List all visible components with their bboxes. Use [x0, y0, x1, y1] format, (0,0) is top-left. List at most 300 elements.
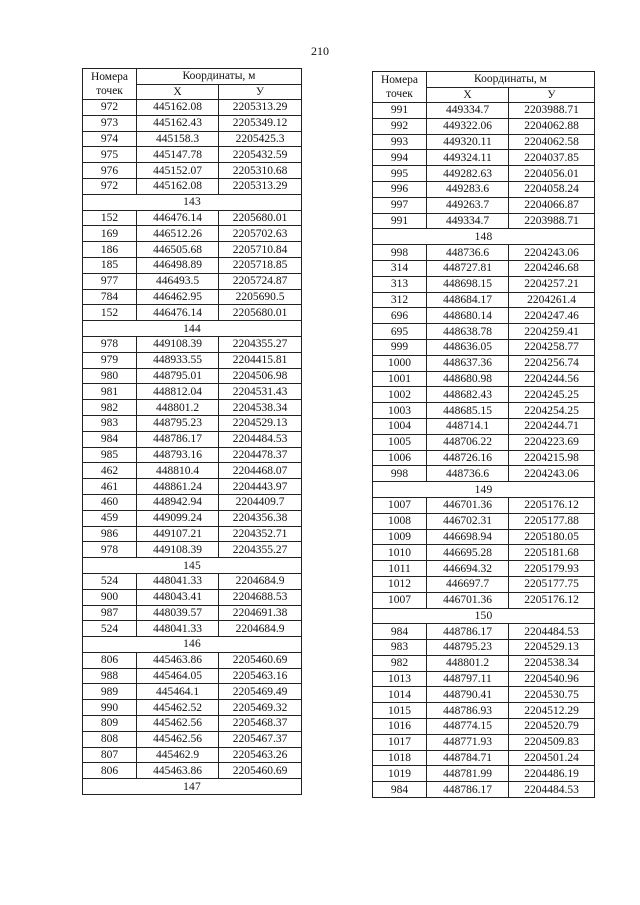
- group-number: 147: [83, 779, 302, 795]
- table-row: [83, 210, 302, 226]
- point-number-cell: 152: [83, 210, 137, 226]
- y-coordinate-cell: 2204352.71: [219, 526, 302, 542]
- table-row: [373, 245, 595, 261]
- y-coordinate-cell: 2205690.5: [219, 289, 302, 305]
- table-row: [83, 273, 302, 289]
- table-row: [373, 308, 595, 324]
- x-coordinate-cell: 449322.06: [427, 118, 509, 134]
- table-row: [83, 731, 302, 747]
- point-number-cell: 152: [83, 305, 137, 321]
- point-number-cell: 996: [373, 181, 427, 197]
- y-coordinate-cell: 2204355.27: [219, 336, 302, 352]
- point-number-cell: 1016: [373, 719, 427, 735]
- x-coordinate-cell: 448801.2: [427, 655, 509, 671]
- table-row: [373, 592, 595, 608]
- group-number: 149: [373, 482, 595, 498]
- coordinates-table-right: [372, 71, 595, 798]
- point-number-cell: 900: [83, 589, 137, 605]
- x-coordinate-cell: 448784.71: [427, 750, 509, 766]
- y-coordinate-cell: 2204691.38: [219, 605, 302, 621]
- table-row: [373, 166, 595, 182]
- x-coordinate-cell: 448638.78: [427, 324, 509, 340]
- y-coordinate-cell: 2204530.75: [509, 687, 595, 703]
- point-number-cell: 1011: [373, 561, 427, 577]
- x-coordinate-cell: 446698.94: [427, 529, 509, 545]
- y-coordinate-cell: 2204531.43: [219, 384, 302, 400]
- x-coordinate-cell: 448786.93: [427, 703, 509, 719]
- table-row: [83, 526, 302, 542]
- table-row: [373, 134, 595, 150]
- y-coordinate-cell: 2205432.59: [219, 147, 302, 163]
- page-number: 210: [311, 44, 329, 58]
- x-coordinate-cell: 445463.86: [137, 763, 219, 779]
- point-number-cell: 988: [83, 668, 137, 684]
- point-number-cell: 1010: [373, 545, 427, 561]
- y-coordinate-cell: 2204484.53: [219, 431, 302, 447]
- x-coordinate-cell: 448801.2: [137, 400, 219, 416]
- y-coordinate-cell: 2204486.19: [509, 766, 595, 782]
- y-coordinate-cell: 2205680.01: [219, 305, 302, 321]
- y-coordinate-cell: 2204037.85: [509, 150, 595, 166]
- y-coordinate-cell: 2204261.4: [509, 292, 595, 308]
- x-coordinate-cell: 449107.21: [137, 526, 219, 542]
- group-header-row: [373, 482, 595, 498]
- table-row: [83, 747, 302, 763]
- x-coordinate-cell: 448795.23: [137, 415, 219, 431]
- point-number-cell: 984: [83, 431, 137, 447]
- x-coordinate-cell: 445147.78: [137, 147, 219, 163]
- y-coordinate-cell: 2205702.63: [219, 226, 302, 242]
- table-row: [373, 355, 595, 371]
- table-row: [373, 276, 595, 292]
- table-row: [373, 371, 595, 387]
- table-row: [83, 147, 302, 163]
- y-coordinate-cell: 2205710.84: [219, 242, 302, 258]
- point-number-cell: 998: [373, 466, 427, 482]
- y-coordinate-cell: 2204409.7: [219, 494, 302, 510]
- table-row: [373, 434, 595, 450]
- point-number-cell: 997: [373, 197, 427, 213]
- point-number-cell: 986: [83, 526, 137, 542]
- point-number-cell: 1019: [373, 766, 427, 782]
- y-coordinate-cell: 2204062.88: [509, 118, 595, 134]
- table-row: [373, 450, 595, 466]
- point-number-cell: 975: [83, 147, 137, 163]
- y-coordinate-cell: 2204684.9: [219, 573, 302, 589]
- y-coordinate-cell: 2205177.75: [509, 576, 595, 592]
- y-coordinate-cell: 2205176.12: [509, 497, 595, 513]
- x-coordinate-cell: 448727.81: [427, 260, 509, 276]
- point-number-cell: 1014: [373, 687, 427, 703]
- x-coordinate-cell: 448043.41: [137, 589, 219, 605]
- group-header-row: [83, 637, 302, 653]
- y-coordinate-cell: 2204215.98: [509, 450, 595, 466]
- y-coordinate-cell: 2205177.88: [509, 513, 595, 529]
- point-number-cell: 1012: [373, 576, 427, 592]
- y-coordinate-cell: 2205463.26: [219, 747, 302, 763]
- group-number: 143: [83, 194, 302, 210]
- y-coordinate-cell: 2205310.68: [219, 163, 302, 179]
- table-row: [83, 431, 302, 447]
- table-row: [83, 415, 302, 431]
- point-number-cell: 186: [83, 242, 137, 258]
- table-row: [83, 510, 302, 526]
- table-row: [83, 368, 302, 384]
- x-coordinate-cell: 448774.15: [427, 719, 509, 735]
- x-coordinate-cell: 448041.33: [137, 621, 219, 637]
- table-row: [83, 305, 302, 321]
- y-coordinate-cell: 2204244.56: [509, 371, 595, 387]
- point-number-cell: 459: [83, 510, 137, 526]
- y-coordinate-cell: 2205468.37: [219, 716, 302, 732]
- point-number-cell: 809: [83, 716, 137, 732]
- table-row: [83, 763, 302, 779]
- point-number-cell: 1015: [373, 703, 427, 719]
- y-coordinate-cell: 2204478.37: [219, 447, 302, 463]
- point-number-cell: 983: [373, 640, 427, 656]
- point-number-cell: 985: [83, 447, 137, 463]
- x-coordinate-cell: 449320.11: [427, 134, 509, 150]
- table-row: [373, 703, 595, 719]
- y-coordinate-cell: 2204256.74: [509, 355, 595, 371]
- x-coordinate-cell: 446493.5: [137, 273, 219, 289]
- x-coordinate-cell: 448682.43: [427, 387, 509, 403]
- x-coordinate-cell: 445462.9: [137, 747, 219, 763]
- table-row: [83, 447, 302, 463]
- x-coordinate-cell: 449108.39: [137, 336, 219, 352]
- table-row: [373, 624, 595, 640]
- table-row: [83, 605, 302, 621]
- x-coordinate-cell: 448790.41: [427, 687, 509, 703]
- point-number-cell: 980: [83, 368, 137, 384]
- x-coordinate-cell: 449324.11: [427, 150, 509, 166]
- table-row: [373, 181, 595, 197]
- x-coordinate-cell: 445463.86: [137, 652, 219, 668]
- point-number-cell: 1001: [373, 371, 427, 387]
- table-row: [83, 352, 302, 368]
- point-number-cell: 991: [373, 103, 427, 119]
- x-coordinate-cell: 448933.55: [137, 352, 219, 368]
- point-number-cell: 992: [373, 118, 427, 134]
- point-number-cell: 1018: [373, 750, 427, 766]
- table-row: [373, 260, 595, 276]
- table-row: [83, 700, 302, 716]
- point-number-cell: 978: [83, 336, 137, 352]
- y-coordinate-cell: 2204506.98: [219, 368, 302, 384]
- group-number: 146: [83, 637, 302, 653]
- point-number-cell: 995: [373, 166, 427, 182]
- point-number-cell: 979: [83, 352, 137, 368]
- group-header-row: [83, 779, 302, 795]
- point-number-cell: 1003: [373, 403, 427, 419]
- y-coordinate-cell: 2204058.24: [509, 181, 595, 197]
- table-row: [373, 766, 595, 782]
- table-row: [373, 324, 595, 340]
- point-number-cell: 1013: [373, 671, 427, 687]
- x-coordinate-cell: 445158.3: [137, 131, 219, 147]
- table-row: [373, 213, 595, 229]
- x-coordinate-cell: 449334.7: [427, 213, 509, 229]
- group-header-row: [83, 194, 302, 210]
- table-row: [373, 103, 595, 119]
- y-coordinate-cell: 2204356.38: [219, 510, 302, 526]
- y-coordinate-cell: 2205469.32: [219, 700, 302, 716]
- y-coordinate-cell: 2204501.24: [509, 750, 595, 766]
- x-coordinate-cell: 445464.05: [137, 668, 219, 684]
- y-coordinate-cell: 2204254.25: [509, 403, 595, 419]
- y-coordinate-cell: 2205313.29: [219, 178, 302, 194]
- table-row: [83, 226, 302, 242]
- header-y: У: [219, 84, 302, 100]
- table-row: [83, 494, 302, 510]
- point-number-cell: 972: [83, 178, 137, 194]
- point-number-cell: 462: [83, 463, 137, 479]
- table-row: [373, 197, 595, 213]
- x-coordinate-cell: 448685.15: [427, 403, 509, 419]
- table-row: [83, 573, 302, 589]
- x-coordinate-cell: 446462.95: [137, 289, 219, 305]
- x-coordinate-cell: 446505.68: [137, 242, 219, 258]
- point-number-cell: 808: [83, 731, 137, 747]
- point-number-cell: 977: [83, 273, 137, 289]
- point-number-cell: 806: [83, 763, 137, 779]
- x-coordinate-cell: 448637.36: [427, 355, 509, 371]
- table-row: [83, 257, 302, 273]
- point-number-cell: 991: [373, 213, 427, 229]
- y-coordinate-cell: 2204066.87: [509, 197, 595, 213]
- point-number-cell: 185: [83, 257, 137, 273]
- y-coordinate-cell: 2205469.49: [219, 684, 302, 700]
- table-row: [83, 400, 302, 416]
- x-coordinate-cell: 449099.24: [137, 510, 219, 526]
- y-coordinate-cell: 2204258.77: [509, 339, 595, 355]
- point-number-cell: 807: [83, 747, 137, 763]
- point-number-cell: 169: [83, 226, 137, 242]
- x-coordinate-cell: 448039.57: [137, 605, 219, 621]
- y-coordinate-cell: 2205180.05: [509, 529, 595, 545]
- group-header-row: [373, 229, 595, 245]
- point-number-cell: 993: [373, 134, 427, 150]
- y-coordinate-cell: 2204484.53: [509, 624, 595, 640]
- y-coordinate-cell: 2204688.53: [219, 589, 302, 605]
- table-row: [83, 131, 302, 147]
- table-row: [373, 561, 595, 577]
- y-coordinate-cell: 2205176.12: [509, 592, 595, 608]
- x-coordinate-cell: 446702.31: [427, 513, 509, 529]
- point-number-cell: 982: [373, 655, 427, 671]
- point-number-cell: 313: [373, 276, 427, 292]
- header-point-numbers: Номера точек: [83, 69, 137, 100]
- table-row: [373, 545, 595, 561]
- group-number: 145: [83, 558, 302, 574]
- table-row: [83, 115, 302, 131]
- point-number-cell: 981: [83, 384, 137, 400]
- table-row: [83, 100, 302, 116]
- y-coordinate-cell: 2205349.12: [219, 115, 302, 131]
- x-coordinate-cell: 448698.15: [427, 276, 509, 292]
- group-number: 144: [83, 321, 302, 337]
- table-row: [373, 734, 595, 750]
- point-number-cell: 314: [373, 260, 427, 276]
- x-coordinate-cell: 448942.94: [137, 494, 219, 510]
- y-coordinate-cell: 2204062.58: [509, 134, 595, 150]
- point-number-cell: 1005: [373, 434, 427, 450]
- point-number-cell: 1006: [373, 450, 427, 466]
- x-coordinate-cell: 446694.32: [427, 561, 509, 577]
- x-coordinate-cell: 448714.1: [427, 418, 509, 434]
- group-number: 148: [373, 229, 595, 245]
- y-coordinate-cell: 2204257.21: [509, 276, 595, 292]
- x-coordinate-cell: 448041.33: [137, 573, 219, 589]
- point-number-cell: 998: [373, 245, 427, 261]
- y-coordinate-cell: 2204529.13: [509, 640, 595, 656]
- point-number-cell: 461: [83, 479, 137, 495]
- point-number-cell: 1007: [373, 592, 427, 608]
- group-header-row: [373, 608, 595, 624]
- x-coordinate-cell: 448636.05: [427, 339, 509, 355]
- table-row: [83, 336, 302, 352]
- y-coordinate-cell: 2205181.68: [509, 545, 595, 561]
- point-number-cell: 984: [373, 624, 427, 640]
- point-number-cell: 974: [83, 131, 137, 147]
- table-row: [373, 640, 595, 656]
- table-row: [83, 668, 302, 684]
- y-coordinate-cell: 2204056.01: [509, 166, 595, 182]
- y-coordinate-cell: 2204246.68: [509, 260, 595, 276]
- y-coordinate-cell: 2204259.41: [509, 324, 595, 340]
- table-row: [373, 466, 595, 482]
- table-row: [373, 782, 595, 798]
- x-coordinate-cell: 449108.39: [137, 542, 219, 558]
- y-coordinate-cell: 2205467.37: [219, 731, 302, 747]
- group-header-row: [83, 558, 302, 574]
- x-coordinate-cell: 449263.7: [427, 197, 509, 213]
- x-coordinate-cell: 448680.14: [427, 308, 509, 324]
- y-coordinate-cell: 2204509.83: [509, 734, 595, 750]
- x-coordinate-cell: 448736.6: [427, 245, 509, 261]
- x-coordinate-cell: 448810.4: [137, 463, 219, 479]
- y-coordinate-cell: 2204468.07: [219, 463, 302, 479]
- header-x: Х: [427, 87, 509, 103]
- header-x: Х: [137, 84, 219, 100]
- y-coordinate-cell: 2204223.69: [509, 434, 595, 450]
- table-row: [373, 403, 595, 419]
- y-coordinate-cell: 2205680.01: [219, 210, 302, 226]
- table-row: [373, 150, 595, 166]
- x-coordinate-cell: 446697.7: [427, 576, 509, 592]
- y-coordinate-cell: 2204684.9: [219, 621, 302, 637]
- point-number-cell: 987: [83, 605, 137, 621]
- table-row: [83, 716, 302, 732]
- y-coordinate-cell: 2204415.81: [219, 352, 302, 368]
- table-row: [83, 652, 302, 668]
- header-coordinates: Координаты, м: [137, 69, 302, 85]
- point-number-cell: 972: [83, 100, 137, 116]
- table-row: [83, 163, 302, 179]
- x-coordinate-cell: 448795.23: [427, 640, 509, 656]
- x-coordinate-cell: 448706.22: [427, 434, 509, 450]
- table-row: [83, 289, 302, 305]
- point-number-cell: 973: [83, 115, 137, 131]
- y-coordinate-cell: 2204484.53: [509, 782, 595, 798]
- y-coordinate-cell: 2204247.46: [509, 308, 595, 324]
- table-row: [373, 529, 595, 545]
- point-number-cell: 1017: [373, 734, 427, 750]
- table-row: [83, 479, 302, 495]
- y-coordinate-cell: 2204512.29: [509, 703, 595, 719]
- y-coordinate-cell: 2205179.93: [509, 561, 595, 577]
- point-number-cell: 696: [373, 308, 427, 324]
- header-y: У: [509, 87, 595, 103]
- x-coordinate-cell: 445162.08: [137, 100, 219, 116]
- point-number-cell: 999: [373, 339, 427, 355]
- x-coordinate-cell: 448795.01: [137, 368, 219, 384]
- y-coordinate-cell: 2205425.3: [219, 131, 302, 147]
- x-coordinate-cell: 449334.7: [427, 103, 509, 119]
- point-number-cell: 1008: [373, 513, 427, 529]
- x-coordinate-cell: 449282.63: [427, 166, 509, 182]
- point-number-cell: 524: [83, 621, 137, 637]
- y-coordinate-cell: 2204244.71: [509, 418, 595, 434]
- x-coordinate-cell: 445462.56: [137, 731, 219, 747]
- y-coordinate-cell: 2204540.96: [509, 671, 595, 687]
- x-coordinate-cell: 445162.43: [137, 115, 219, 131]
- y-coordinate-cell: 2204538.34: [219, 400, 302, 416]
- x-coordinate-cell: 448812.04: [137, 384, 219, 400]
- y-coordinate-cell: 2204243.06: [509, 245, 595, 261]
- point-number-cell: 983: [83, 415, 137, 431]
- table-row: [83, 242, 302, 258]
- table-row: [373, 687, 595, 703]
- x-coordinate-cell: 446476.14: [137, 305, 219, 321]
- x-coordinate-cell: 445464.1: [137, 684, 219, 700]
- x-coordinate-cell: 448793.16: [137, 447, 219, 463]
- x-coordinate-cell: 445162.08: [137, 178, 219, 194]
- point-number-cell: 994: [373, 150, 427, 166]
- header-point-numbers: Номера точек: [373, 72, 427, 103]
- table-row: [83, 684, 302, 700]
- table-row: [373, 118, 595, 134]
- point-number-cell: 976: [83, 163, 137, 179]
- y-coordinate-cell: 2205724.87: [219, 273, 302, 289]
- y-coordinate-cell: 2203988.71: [509, 213, 595, 229]
- x-coordinate-cell: 446701.36: [427, 497, 509, 513]
- group-header-row: [83, 321, 302, 337]
- x-coordinate-cell: 449283.6: [427, 181, 509, 197]
- point-number-cell: 524: [83, 573, 137, 589]
- table-row: [83, 542, 302, 558]
- x-coordinate-cell: 448786.17: [427, 782, 509, 798]
- table-row: [373, 655, 595, 671]
- table-row: [373, 750, 595, 766]
- y-coordinate-cell: 2204443.97: [219, 479, 302, 495]
- coordinates-table-left: [82, 68, 302, 795]
- y-coordinate-cell: 2204245.25: [509, 387, 595, 403]
- x-coordinate-cell: 448797.11: [427, 671, 509, 687]
- table-row: [373, 418, 595, 434]
- point-number-cell: 984: [373, 782, 427, 798]
- table-row: [373, 719, 595, 735]
- point-number-cell: 978: [83, 542, 137, 558]
- point-number-cell: 1004: [373, 418, 427, 434]
- x-coordinate-cell: 448726.16: [427, 450, 509, 466]
- y-coordinate-cell: 2205463.16: [219, 668, 302, 684]
- table-row: [373, 671, 595, 687]
- y-coordinate-cell: 2205460.69: [219, 652, 302, 668]
- point-number-cell: 460: [83, 494, 137, 510]
- x-coordinate-cell: 445462.56: [137, 716, 219, 732]
- x-coordinate-cell: 446476.14: [137, 210, 219, 226]
